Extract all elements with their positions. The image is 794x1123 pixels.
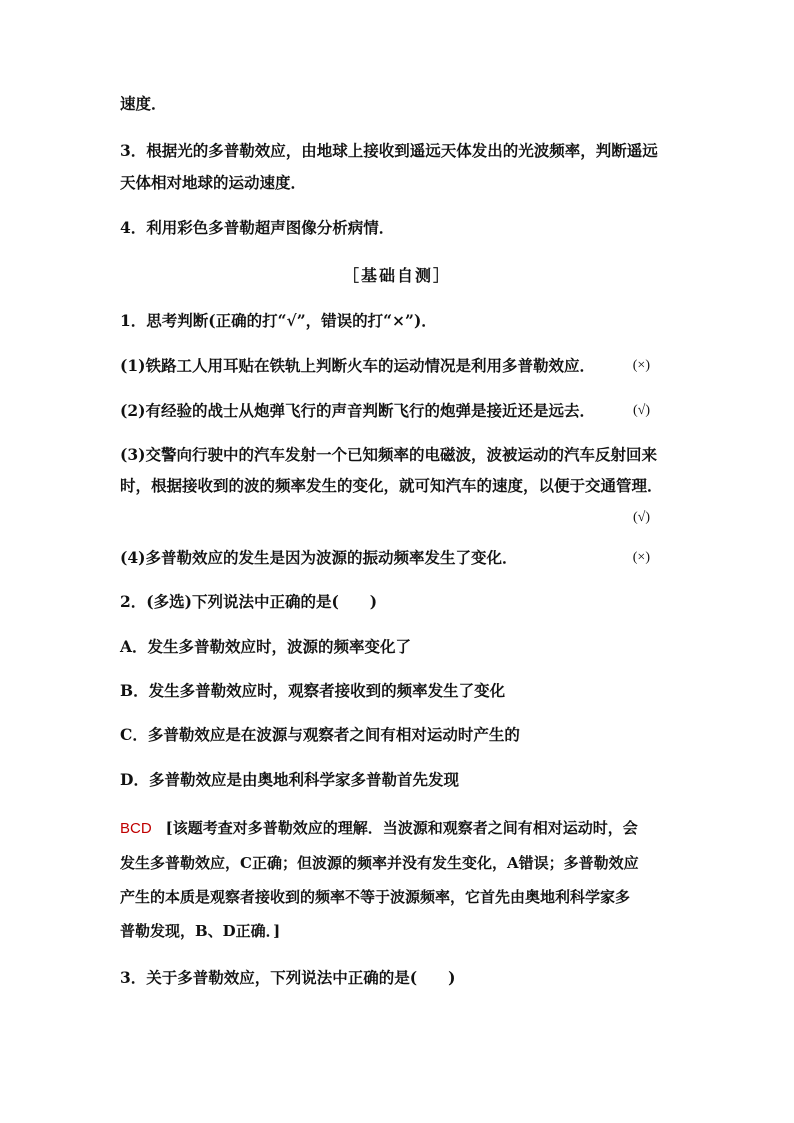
question-2-stem: 2．(多选)下列说法中正确的是( ) bbox=[120, 592, 378, 611]
judge-item-2 bbox=[120, 400, 680, 422]
option-a: A．发生多普勒效应时，波源的频率变化了 bbox=[120, 637, 412, 656]
judge-item-4-text: (4)多普勒效应的发生是因为波源的振动频率发生了变化． bbox=[120, 548, 518, 567]
explanation-4: 普勒发现，B、D正确．] bbox=[120, 922, 281, 940]
text-line: 速度． bbox=[120, 94, 167, 113]
judge-item-4 bbox=[120, 547, 680, 569]
judge-item-3-line-2: 时，根据接收到的波的频率发生的变化，就可知汽车的速度，以便于交通管理． bbox=[120, 476, 663, 495]
judge-item-4-mark: (×) bbox=[632, 550, 650, 565]
answer-key: BCD bbox=[120, 820, 152, 837]
option-d: D．多普勒效应是由奥地利科学家多普勒首先发现 bbox=[120, 770, 459, 789]
item-3-line-2: 天体相对地球的运动速度． bbox=[120, 173, 307, 192]
item-4: 4．利用彩色多普勒超声图像分析病情． bbox=[120, 218, 395, 237]
question-3-stem: 3．关于多普勒效应，下列说法中正确的是( ) bbox=[120, 968, 456, 987]
answer-line-1 bbox=[120, 817, 680, 840]
option-c: C．多普勒效应是在波源与观察者之间有相对运动时产生的 bbox=[120, 725, 520, 744]
explanation-2: 发生多普勒效应，C正确；但波源的频率并没有发生变化，A错误；多普勒效应 bbox=[120, 854, 639, 872]
judge-item-3-mark: (√) bbox=[632, 510, 650, 525]
section-title: ［基础自测］ bbox=[342, 266, 451, 285]
explanation-3: 产生的本质是观察者接收到的频率不等于波源频率，它首先由奥地利科学家多 bbox=[120, 888, 631, 906]
judge-item-3-line-1: (3)交警向行驶中的汽车发射一个已知频率的电磁波，波被运动的汽车反射回来 bbox=[120, 445, 657, 464]
judge-item-1-text: (1)铁路工人用耳贴在铁轨上判断火车的运动情况是利用多普勒效应． bbox=[120, 356, 595, 375]
question-1-stem: 1．思考判断(正确的打“√”，错误的打“×”)． bbox=[120, 311, 437, 330]
judge-item-2-mark: (√) bbox=[632, 403, 650, 418]
option-b: B．发生多普勒效应时，观察者接收到的频率发生了变化 bbox=[120, 681, 506, 700]
judge-item-1-mark: (×) bbox=[632, 358, 650, 373]
item-3-line-1: 3．根据光的多普勒效应，由地球上接收到遥远天体发出的光波频率，判断遥远 bbox=[120, 141, 658, 160]
explanation-1: [该题考查对多普勒效应的理解．当波源和观察者之间有相对运动时，会 bbox=[165, 819, 638, 837]
judge-item-1 bbox=[120, 355, 680, 377]
judge-item-2-text: (2)有经验的战士从炮弹飞行的声音判断飞行的炮弹是接近还是远去． bbox=[120, 401, 595, 420]
